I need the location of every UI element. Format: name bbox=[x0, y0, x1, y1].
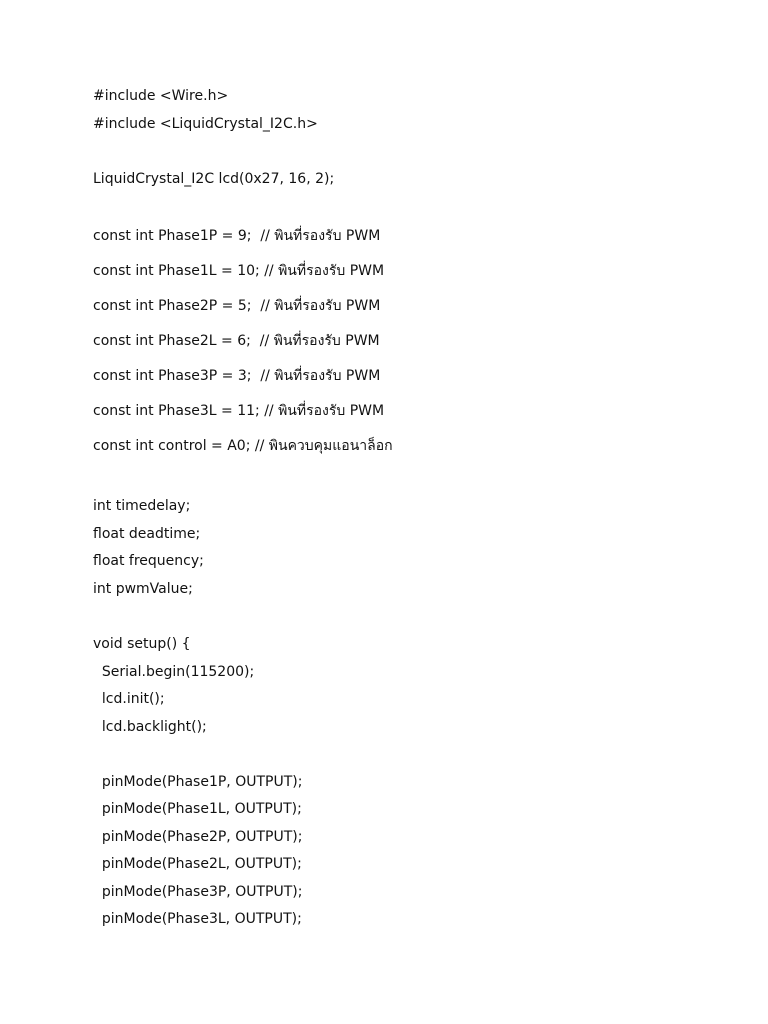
code-line-pinmode-phase3p: pinMode(Phase3P, OUTPUT); bbox=[93, 884, 303, 900]
code-line-deadtime: float deadtime; bbox=[93, 526, 201, 542]
code-line-phase2l: const int Phase2L = 6; // พินที่รองรับ PWM bbox=[93, 333, 380, 349]
code-line-timedelay: int timedelay; bbox=[93, 498, 191, 514]
code-line-phase3l: const int Phase3L = 11; // พินที่รองรับ PWM bbox=[93, 403, 385, 419]
code-line-pinmode-phase2l: pinMode(Phase2L, OUTPUT); bbox=[93, 856, 302, 872]
code-line-serial-begin: Serial.begin(115200); bbox=[93, 664, 255, 680]
code-line-control: const int control = A0; // พินควบคุมแอนาล็อก bbox=[93, 438, 393, 454]
code-line-pinmode-phase1l: pinMode(Phase1L, OUTPUT); bbox=[93, 801, 302, 817]
code-line-phase1p: const int Phase1P = 9; // พินที่รองรับ PWM bbox=[93, 228, 381, 244]
code-line-lcd-init: lcd.init(); bbox=[93, 691, 165, 707]
code-line-pinmode-phase2p: pinMode(Phase2P, OUTPUT); bbox=[93, 829, 303, 845]
code-line-phase2p: const int Phase2P = 5; // พินที่รองรับ PWM bbox=[93, 298, 381, 314]
code-line-pinmode-phase3l: pinMode(Phase3L, OUTPUT); bbox=[93, 911, 302, 927]
code-line-frequency: float frequency; bbox=[93, 553, 204, 569]
code-line-include-wire: #include <Wire.h> bbox=[93, 88, 229, 104]
code-line-lcd-backlight: lcd.backlight(); bbox=[93, 719, 207, 735]
code-line-setup: void setup() { bbox=[93, 636, 191, 652]
code-line-pinmode-phase1p: pinMode(Phase1P, OUTPUT); bbox=[93, 774, 303, 790]
code-line-pwmvalue: int pwmValue; bbox=[93, 581, 193, 597]
code-line-phase1l: const int Phase1L = 10; // พินที่รองรับ PWM bbox=[93, 263, 385, 279]
code-line-phase3p: const int Phase3P = 3; // พินที่รองรับ PWM bbox=[93, 368, 381, 384]
code-line-lcd-object: LiquidCrystal_I2C lcd(0x27, 16, 2); bbox=[93, 171, 335, 187]
code-line-include-lcd: #include <LiquidCrystal_I2C.h> bbox=[93, 116, 318, 132]
